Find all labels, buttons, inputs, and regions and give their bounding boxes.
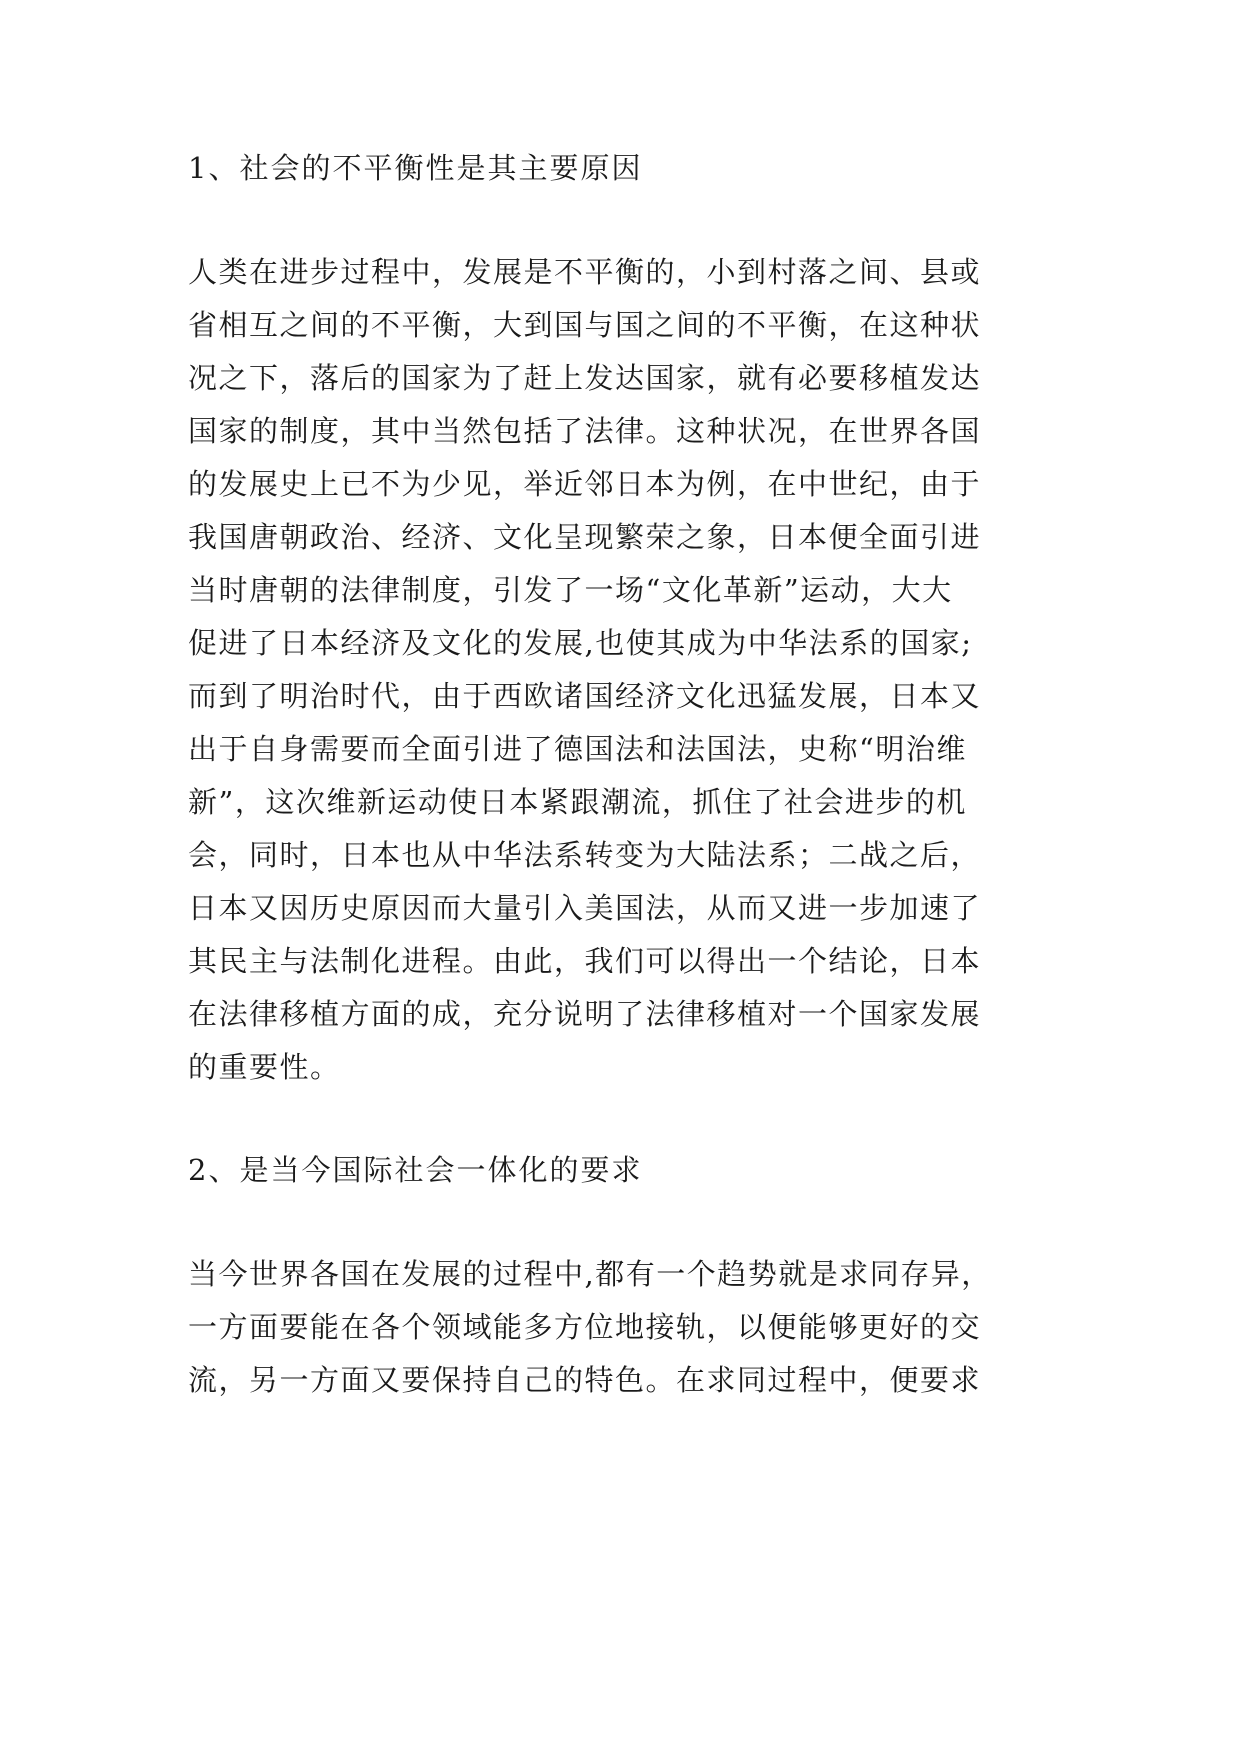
paragraph-line: 当今世界各国在发展的过程中,都有一个趋势就是求同存异，: [188, 1257, 992, 1291]
paragraph-line: 的发展史上已不为少见，举近邻日本为例，在中世纪，由于: [188, 467, 982, 501]
paragraph-line: 我国唐朝政治、经济、文化呈现繁荣之象，日本便全面引进: [188, 520, 982, 554]
section-2-heading: 2、是当今国际社会一体化的要求: [188, 1153, 643, 1187]
paragraph-line: 省相互之间的不平衡，大到国与国之间的不平衡，在这种状: [188, 308, 982, 342]
paragraph-line: 流，另一方面又要保持自己的特色。在求同过程中，便要求: [188, 1363, 982, 1397]
paragraph-line: 人类在进步过程中，发展是不平衡的，小到村落之间、县或: [188, 255, 982, 289]
paragraph-line: 新”，这次维新运动使日本紧跟潮流，抓住了社会进步的机: [188, 785, 967, 819]
paragraph-line: 其民主与法制化进程。由此，我们可以得出一个结论，日本: [188, 944, 982, 978]
paragraph-line: 在法律移植方面的成，充分说明了法律移植对一个国家发展: [188, 997, 982, 1031]
paragraph-line: 会，同时，日本也从中华法系转变为大陆法系；二战之后，: [188, 838, 982, 872]
paragraph-line: 促进了日本经济及文化的发展,也使其成为中华法系的国家;: [188, 626, 973, 660]
section-1-heading: 1、社会的不平衡性是其主要原因: [188, 151, 643, 185]
paragraph-line: 日本又因历史原因而大量引入美国法，从而又进一步加速了: [188, 891, 982, 925]
paragraph-line: 一方面要能在各个领域能多方位地接轨，以便能够更好的交: [188, 1310, 982, 1344]
paragraph-line: 出于自身需要而全面引进了德国法和法国法，史称“明治维: [188, 732, 967, 766]
paragraph-line: 的重要性。: [188, 1050, 341, 1084]
paragraph-line: 当时唐朝的法律制度，引发了一场“文化革新”运动，大大: [188, 573, 953, 607]
paragraph-line: 而到了明治时代，由于西欧诸国经济文化迅猛发展，日本又: [188, 679, 982, 713]
paragraph-line: 况之下，落后的国家为了赶上发达国家，就有必要移植发达: [188, 361, 982, 395]
paragraph-line: 国家的制度，其中当然包括了法律。这种状况，在世界各国: [188, 414, 982, 448]
